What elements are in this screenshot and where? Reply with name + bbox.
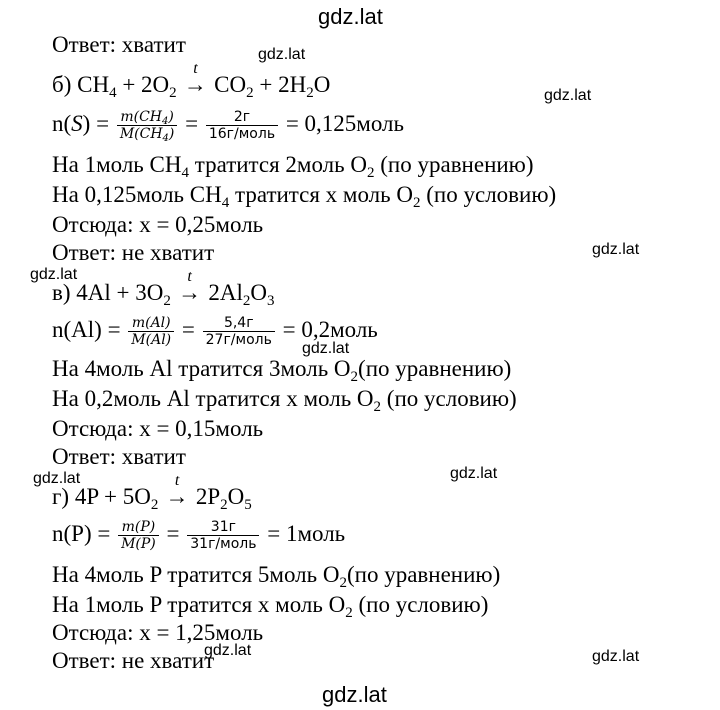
calc-v [52,312,378,348]
fraction [128,315,174,348]
fraction [206,109,278,142]
text: ) = [82,111,110,136]
text: = 0,2моль [282,317,378,342]
fraction [187,519,259,552]
text: + 2H [253,72,307,97]
subscript: 2 [150,497,159,513]
reaction-arrow [177,268,203,306]
subscript: 2 [345,605,353,621]
denominator: 31г/моль [190,536,257,553]
watermark: gdz.lat [204,642,252,659]
calc-b [52,106,405,145]
text: = [166,521,180,546]
numerator: 31г [187,519,259,536]
subscript: 3 [267,293,275,309]
text: (по условию) [420,182,557,207]
text: На 4моль Al тратится 3моль O [52,356,351,381]
text: = [181,317,195,342]
numerator: m(Al) [128,315,174,332]
fraction [117,109,178,145]
subscript: 2 [242,293,251,309]
text: Ответ: не хватит [52,240,215,265]
text: = 0,125моль [285,111,405,136]
answer-line [52,240,214,266]
text: O [227,484,245,509]
arrow-icon: → [183,72,207,97]
text: + 2O [116,72,170,97]
watermark: gdz.lat [33,470,81,487]
subscript: 2 [163,293,171,309]
item-label: г) [52,484,70,509]
text: Отсюда: x = 0,15моль [52,416,264,441]
text: 2Al [202,280,243,305]
watermark: gdz.lat [592,648,640,665]
text: M(CH [119,126,163,143]
watermark-bottom: gdz.lat [322,682,387,707]
watermark: gdz.lat [544,87,592,104]
subscript: 4 [181,165,189,181]
numerator: m(P) [118,519,159,536]
text: На 0,2моль Al тратится x моль O [52,386,374,411]
reaction-arrow [164,472,190,510]
subscript: 2 [246,85,254,101]
temperature-label: t [174,472,180,489]
subscript: 4 [162,133,169,145]
answer-line [52,444,186,470]
subscript: 5 [244,497,252,513]
subscript: 4 [162,116,169,128]
text: (по уравнению) [358,356,512,381]
text-line [52,416,263,442]
denominator: 27г/моль [205,332,272,349]
subscript: 2 [413,195,421,211]
text: n(P) = [52,521,111,546]
text: = 1моль [267,521,346,546]
subscript: 2 [169,85,177,101]
text-line [52,620,263,646]
text-line [52,212,263,238]
text: (по условию) [352,592,489,617]
text: ) [168,109,174,126]
denominator: 16г/моль [208,126,276,143]
item-label: б) [52,72,72,97]
text: На 4моль P тратится 5моль O [52,562,340,587]
text-line [52,356,512,385]
text: (по уравнению) [374,152,534,177]
equation-v [52,268,275,309]
arrow-icon: → [178,280,202,305]
text: S [71,111,83,136]
denominator: M(P) [121,536,156,553]
arrow-icon: → [165,484,189,509]
text: CO [208,72,247,97]
subscript: 2 [220,497,228,513]
text: n( [52,111,72,136]
subscript: 2 [350,369,359,385]
item-label: в) [52,280,71,305]
text-line [52,592,489,621]
numerator: 5,4г [203,315,275,332]
text: 4Al + 3O [70,280,164,305]
text: m(CH [120,109,162,126]
subscript: 2 [373,399,382,415]
text: O [250,280,267,305]
text: тратится x моль O [229,182,414,207]
text-line [52,386,517,415]
text: Отсюда: x = 0,25моль [52,212,264,237]
watermark: gdz.lat [592,241,640,258]
text: Ответ: хватит [52,32,186,57]
text-line [52,152,534,181]
watermark: gdz.lat [30,266,78,283]
watermark: gdz.lat [258,46,306,63]
fraction [203,315,275,348]
equation-b [52,60,331,101]
text: (по уравнению) [346,562,501,587]
text-line [52,562,501,591]
text: Отсюда: x = 1,25моль [52,620,264,645]
watermark: gdz.lat [450,465,498,482]
text: Ответ: не хватит [52,648,215,673]
text: n(Al) = [52,317,121,342]
text: 4P + 5O [69,484,151,509]
text: = [185,111,199,136]
watermark: gdz.lat [302,340,350,357]
reaction-arrow [182,60,208,98]
text: O [313,72,331,97]
subscript: 2 [367,165,375,181]
text: (по условию) [381,386,517,411]
fraction [118,519,159,552]
temperature-label: t [187,268,192,285]
subscript: 4 [109,85,117,101]
subscript: 4 [221,195,230,211]
text: тратится 2моль O [189,152,368,177]
text: ) [168,126,175,143]
denominator: M(Al) [131,332,172,349]
text-line [52,182,557,211]
text: На 1моль CH [52,152,182,177]
numerator [117,109,178,126]
text: CH [77,72,110,97]
denominator [117,126,178,145]
calc-g [52,516,345,552]
subscript: 2 [339,575,347,591]
subscript: 2 [306,85,314,101]
temperature-label: t [193,60,198,77]
answer-line [52,32,186,58]
numerator: 2г [206,109,278,126]
text: На 1моль P тратится x моль O [52,592,346,617]
text: Ответ: хватит [52,444,186,469]
watermark-top: gdz.lat [318,4,383,29]
text: 2P [190,484,221,509]
answer-line [52,648,214,674]
text: На 0,125моль CH [52,182,222,207]
